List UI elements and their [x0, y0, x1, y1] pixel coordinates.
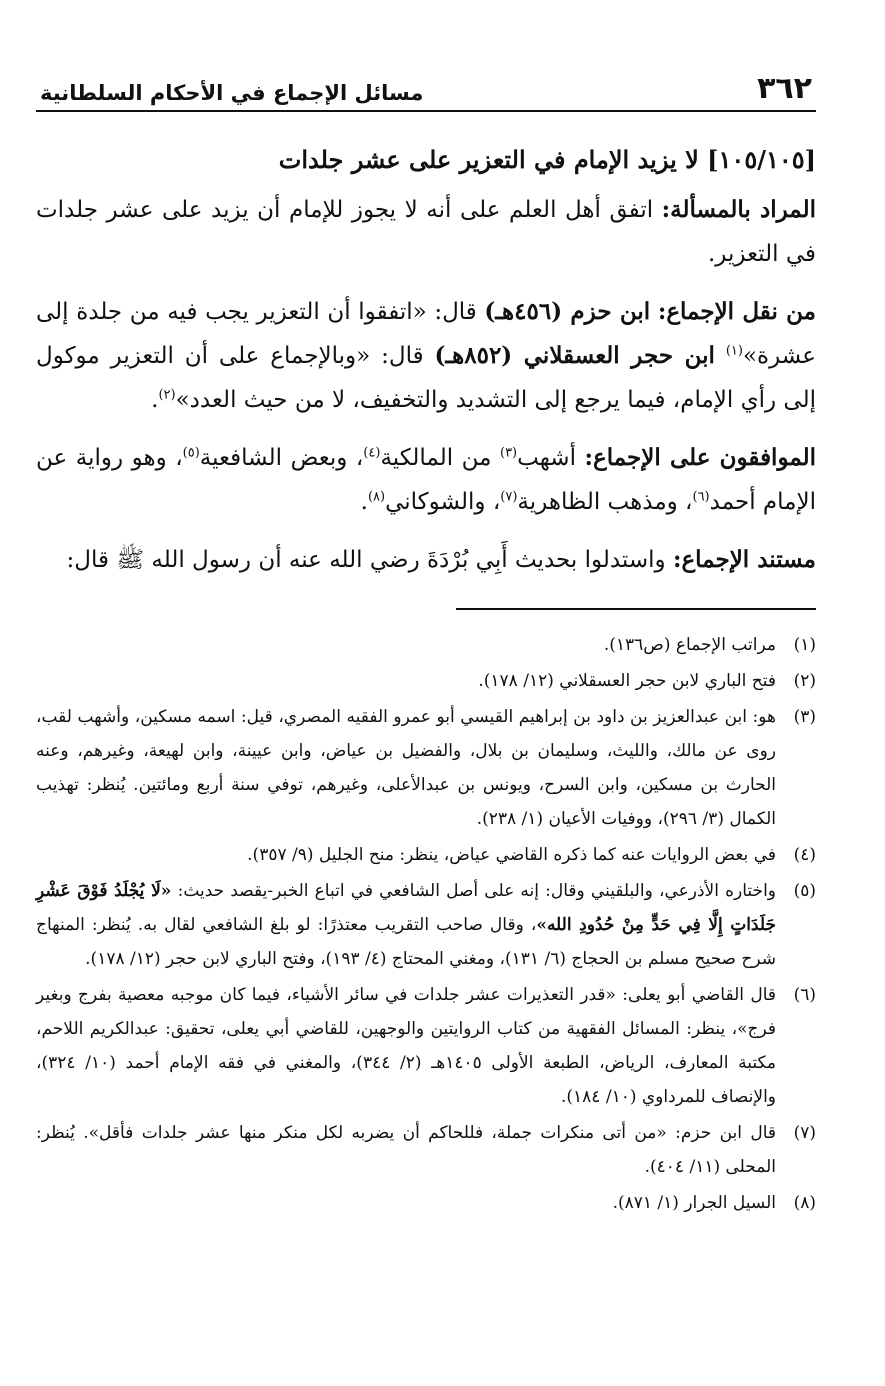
footnote-number: (٤) [793, 845, 816, 865]
footnote-separator [456, 608, 816, 610]
transmitter-quote-2: قال: «وبالإجماع على أن التعزير موكول إلى رأي الإمام، فيما يرجع إلى التشديد والتخفيف، لا من حيث العدد» [36, 343, 816, 413]
footnotes [36, 628, 816, 1220]
running-title: مسائل الإجماع في الأحكام السلطانية [40, 81, 424, 105]
footnote-number: (١) [793, 635, 816, 655]
footnote-item [36, 628, 816, 662]
footnote-number: (٦) [793, 985, 816, 1005]
footnote-item [36, 874, 816, 976]
footnote-ref-1[interactable]: (١) [725, 343, 743, 359]
basis-label: مستند الإجماع: [672, 546, 816, 573]
footnote-item [36, 1116, 816, 1184]
meaning-text: اتفق أهل العلم على أنه لا يجوز للإمام أن يزيد على عشر جلدات في التعزير. [36, 197, 816, 267]
footnote-item [36, 700, 816, 836]
footnote-item [36, 1186, 816, 1220]
footnote-ref-4[interactable]: (٤) [363, 445, 381, 461]
footnote-ref-2[interactable]: (٢) [158, 387, 176, 403]
footnote-number: (٨) [793, 1193, 816, 1213]
agreeing-text-4: ، وهو رواية عن الإمام أحمد [36, 445, 816, 515]
book-page [36, 58, 816, 1222]
footnote-number: (٣) [793, 707, 816, 727]
meaning-paragraph [36, 188, 816, 276]
footnote-text: فتح الباري لابن حجر العسقلاني (١٢/ ١٧٨). [478, 671, 776, 691]
page-header [36, 58, 816, 112]
transmitters-paragraph: من نقل الإجماع: ابن حزم (٤٥٦هـ) قال: «اتفقوا أن التعزير يجب فيه من جلدة إلى عشرة»$^{(١)}$ ابن حجر العسقلاني (٨٥٢هـ) قال: «وبالإجماع على أن التعزير موكول إلى رأي الإمام، فيما يرجع إلى التشديد والتخفيف، لا من حيث العدد»$^{(٢)}$. [36, 298, 817, 413]
footnote-5-intro: واختاره الأذرعي، والبلقيني وقال: إنه على أصل الشافعي في اتباع الخبر-يقصد حديث: [177, 881, 776, 901]
agreeing-end: . [360, 489, 368, 515]
agreeing-text-6: ، والشوكاني [385, 489, 501, 515]
footnote-ref-3[interactable]: (٣) [499, 445, 518, 461]
transmitter-quote-1: قال: «اتفقوا أن التعزير يجب فيه من جلدة إلى عشرة» [36, 299, 817, 369]
basis-text: واستدلوا بحديث أَبِي بُرْدَةَ رضي الله عنه أن رسول الله ﷺ قال: [66, 547, 666, 573]
footnote-number: (٧) [793, 1123, 816, 1143]
main-text [36, 138, 816, 582]
footnote-item [36, 838, 816, 872]
agreeing-text-1: أشهب [517, 445, 576, 471]
issue-title: لا يزيد الإمام في التعزير على عشر جلدات [278, 145, 699, 174]
footnote-text: قال القاضي أبو يعلى: «قدر التعذيرات عشر جلدات في سائر الأشياء، فيما كان موجبه معصية بفرج وبغير فرج»، ينظر: المسائل الفقهية من كتاب الروايتين والوجهين، للقاضي أبي يعلى، تحقيق: عبدالكريم اللاحم، مكتبة المعارف، الرياض، الطبعة الأولى ١٤٠٥هـ (٢/ ٣٤٤)، والمغني في فقه الإمام أحمد (١٠/ ٣٢٤)، والإنصاف للمرداوي (١٠/ ١٨٤). [36, 985, 776, 1107]
footnote-text: مراتب الإجماع (ص١٣٦). [603, 635, 776, 655]
footnote-item [36, 978, 816, 1114]
transmitters-label: من نقل الإجماع: [657, 298, 816, 325]
transmitter-ibn-hazm: ابن حزم (٤٥٦هـ) [484, 298, 651, 325]
footnote-text: هو: ابن عبدالعزيز بن داود بن إبراهيم القيسي أبو عمرو الفقيه المصري، قيل: اسمه مسكين، وأشهب لقب، روى عن مالك، والليث، وسليمان بن بلال، والفضيل بن عياض، وابن عيينة، وابن لهيعة، وغيرهم، وعنه الحارث بن مسكين، وابن السرح، ويونس بن عبدالأعلى، وغيرهم، توفي سنة أربع ومائتين. يُنظر: تهذيب الكمال (٣/ ٢٩٦)، ووفيات الأعيان (١/ ٢٣٨). [36, 707, 776, 829]
agreeing-text-3: ، وبعض الشافعية [199, 445, 364, 471]
agreeing-label: الموافقون على الإجماع: [584, 444, 817, 471]
footnote-ref-8[interactable]: (٨) [367, 489, 386, 505]
agreeing-text-5: ، ومذهب الظاهرية [517, 489, 693, 515]
footnote-ref-7[interactable]: (٧) [500, 489, 518, 505]
transmitter-ibn-hajar: ابن حجر العسقلاني (٨٥٢هـ) [434, 342, 715, 369]
issue-number: [١٠٥/١٠٥] [707, 145, 816, 174]
issue-heading [36, 138, 816, 182]
footnote-ref-5[interactable]: (٥) [182, 445, 200, 461]
footnote-item [36, 664, 816, 698]
footnote-5-hadith: «لَا يُجْلَدُ فَوْقَ عَشْرِ جَلَدَاتٍ إِلَّا فِي حَدٍّ مِنْ حُدُودِ الله» [36, 881, 776, 935]
footnote-text: السيل الجرار (١/ ٨٧١). [612, 1193, 776, 1213]
footnote-number: (٥) [793, 881, 816, 901]
footnote-number: (٢) [793, 671, 816, 691]
agreeing-paragraph [36, 436, 816, 524]
footnote-5-rest: ، وقال صاحب التقريب معتذرًا: لو بلغ الشافعي لقال به. يُنظر: المنهاج شرح صحيح مسلم بن الحجاج (٦/ ١٣١)، ومغني المحتاج (٤/ ١٩٣)، وفتح الباري لابن حجر (١٢/ ١٧٨). [36, 915, 776, 969]
footnote-text [36, 874, 776, 976]
basis-paragraph [36, 538, 816, 582]
meaning-label: المراد بالمسألة: [661, 196, 817, 223]
footnote-text: قال ابن حزم: «من أتى منكرات جملة، فللحاكم أن يضربه لكل منكر منها عشر جلدات فأقل». يُنظر: المحلى (١١/ ٤٠٤). [36, 1123, 776, 1177]
footnote-ref-6[interactable]: (٦) [692, 489, 710, 505]
agreeing-text-2: من المالكية [380, 445, 492, 471]
footnote-text: في بعض الروايات عنه كما ذكره القاضي عياض، ينظر: منح الجليل (٩/ ٣٥٧). [247, 845, 776, 865]
page-number: ٣٦٢ [757, 71, 812, 106]
